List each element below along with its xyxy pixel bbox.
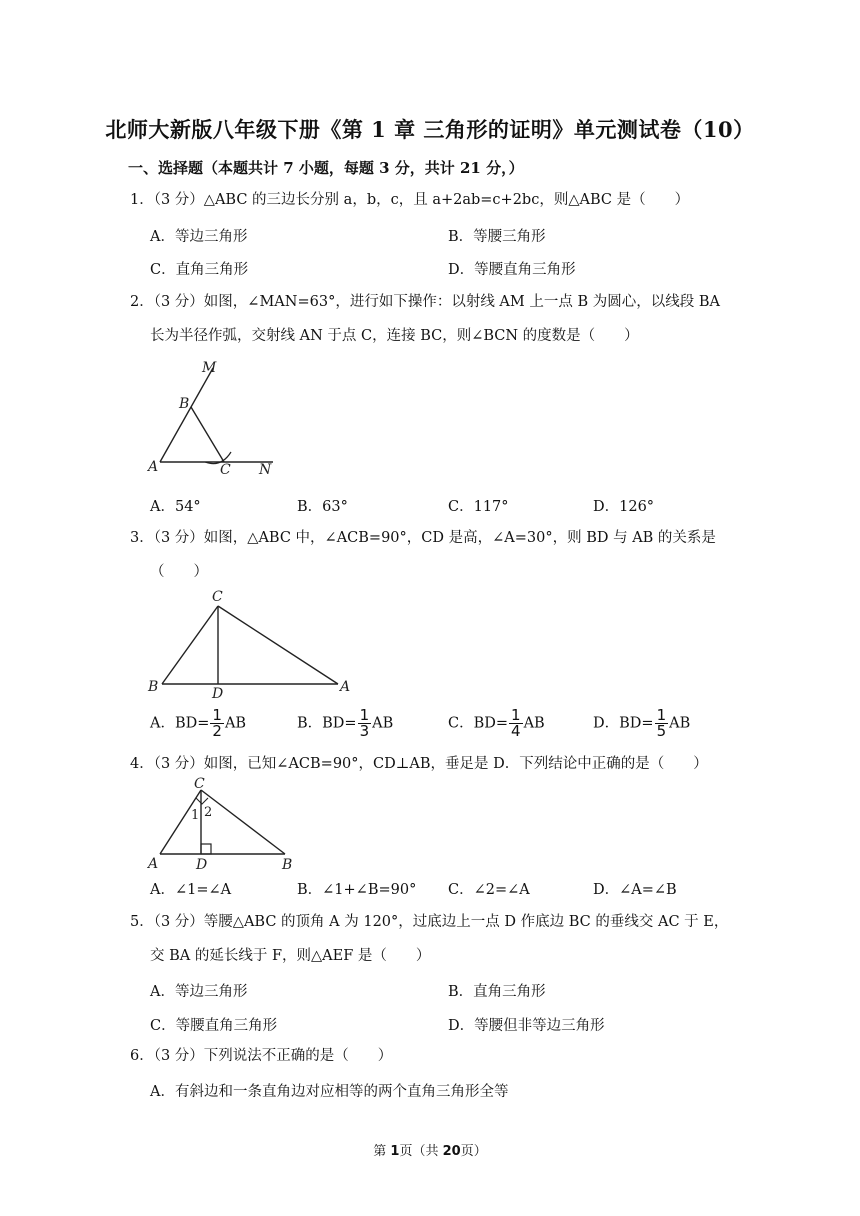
q5-option-d: D．等腰但非等边三角形 <box>448 1018 605 1034</box>
fig-label-b: B <box>179 396 190 412</box>
question-1-text: 1．（3 分）△ABC 的三边长分别 a，b，c，且 a+2ab=c+2bc，则△ABC 是（ ） <box>130 192 690 208</box>
fig-label-a: A <box>340 679 351 695</box>
q1-option-d: D．等腰直角三角形 <box>448 262 576 278</box>
fig-label-n: N <box>259 462 272 478</box>
fig-label-d: D <box>212 686 224 700</box>
q4-option-c: C．∠2=∠A <box>448 882 530 898</box>
fig-label-c: C <box>194 776 205 792</box>
page-number: 1 <box>390 1144 400 1159</box>
question-2-line-1: 2．（3 分）如图，∠MAN=63°，进行如下操作：以射线 AM 上一点 B 为圆心，以线段 BA <box>130 294 720 310</box>
q2-option-c: C．117° <box>448 499 509 515</box>
question-5-line-1: 5．（3 分）等腰△ABC 的顶角 A 为 120°，过底边上一点 D 作底边 BC 的垂线交 AC 于 E， <box>130 914 729 930</box>
q2-option-a: A．54° <box>150 499 201 515</box>
q5-option-b: B．直角三角形 <box>448 984 546 1000</box>
q4-option-b: B．∠1+∠B=90° <box>297 882 417 898</box>
q3-option-a: A．BD= $\frac{1}{2}$ AB <box>150 706 247 740</box>
q3-option-c: C．BD= $\frac{1}{4}$ AB <box>448 706 545 740</box>
fig-label-b: B <box>282 857 293 872</box>
fig-label-c: C <box>212 589 223 605</box>
fig-label-a: A <box>148 459 159 475</box>
q1-option-b: B．等腰三角形 <box>448 229 546 245</box>
question-3-line-2: （ ） <box>150 564 208 580</box>
question-3-line-1: 3．（3 分）如图，△ABC 中，∠ACB=90°，CD 是高，∠A=30°，则 BD 与 AB 的关系是 <box>130 530 716 546</box>
fig-label-1: 1 <box>191 808 200 823</box>
fig-label-a: A <box>148 856 159 872</box>
fig-label-m: M <box>202 360 217 376</box>
page-footer: 第 1页（共 20页） <box>373 1144 487 1159</box>
question-4-text: 4．（3 分）如图，已知∠ACB=90°，CD⊥AB，垂足是 D．下列结论中正确的是（ ） <box>130 756 708 772</box>
q2-option-b: B．63° <box>297 499 348 515</box>
question-2-line-2: 长为半径作弧，交射线 AN 于点 C，连接 BC，则∠BCN 的度数是（ ） <box>150 328 639 344</box>
q4-option-a: A．∠1=∠A <box>150 882 232 898</box>
section-heading: 一、选择题（本题共计 7 小题，每题 3 分，共计 21 分，） <box>128 159 524 177</box>
q3-option-b: B．BD= $\frac{1}{3}$ AB <box>297 706 394 740</box>
page-total: 20 <box>442 1144 461 1159</box>
q6-option-a: A．有斜边和一条直角边对应相等的两个直角三角形全等 <box>150 1084 509 1100</box>
q2-option-d: D．126° <box>593 499 655 515</box>
q4-option-d: D．∠A=∠B <box>593 882 677 898</box>
q1-option-c: C．直角三角形 <box>150 262 249 278</box>
q5-option-c: C．等腰直角三角形 <box>150 1018 278 1034</box>
q1-option-a: A．等边三角形 <box>150 229 248 245</box>
fig-label-b: B <box>148 679 159 695</box>
q5-option-a: A．等边三角形 <box>150 984 248 1000</box>
q2-figure <box>145 356 285 481</box>
fig-label-c: C <box>220 462 231 478</box>
q3-figure <box>142 588 362 700</box>
page-title: 北师大新版八年级下册《第 1 章 三角形的证明》单元测试卷（10） <box>105 117 755 142</box>
q3-option-d: D．BD= $\frac{1}{5}$ AB <box>593 706 691 740</box>
question-5-line-2: 交 BA 的延长线于 F，则△AEF 是（ ） <box>150 948 431 964</box>
q4-figure <box>145 776 305 872</box>
fig-label-d: D <box>196 857 208 872</box>
fig-label-2: 2 <box>204 805 213 820</box>
question-6-text: 6．（3 分）下列说法不正确的是（ ） <box>130 1048 393 1064</box>
